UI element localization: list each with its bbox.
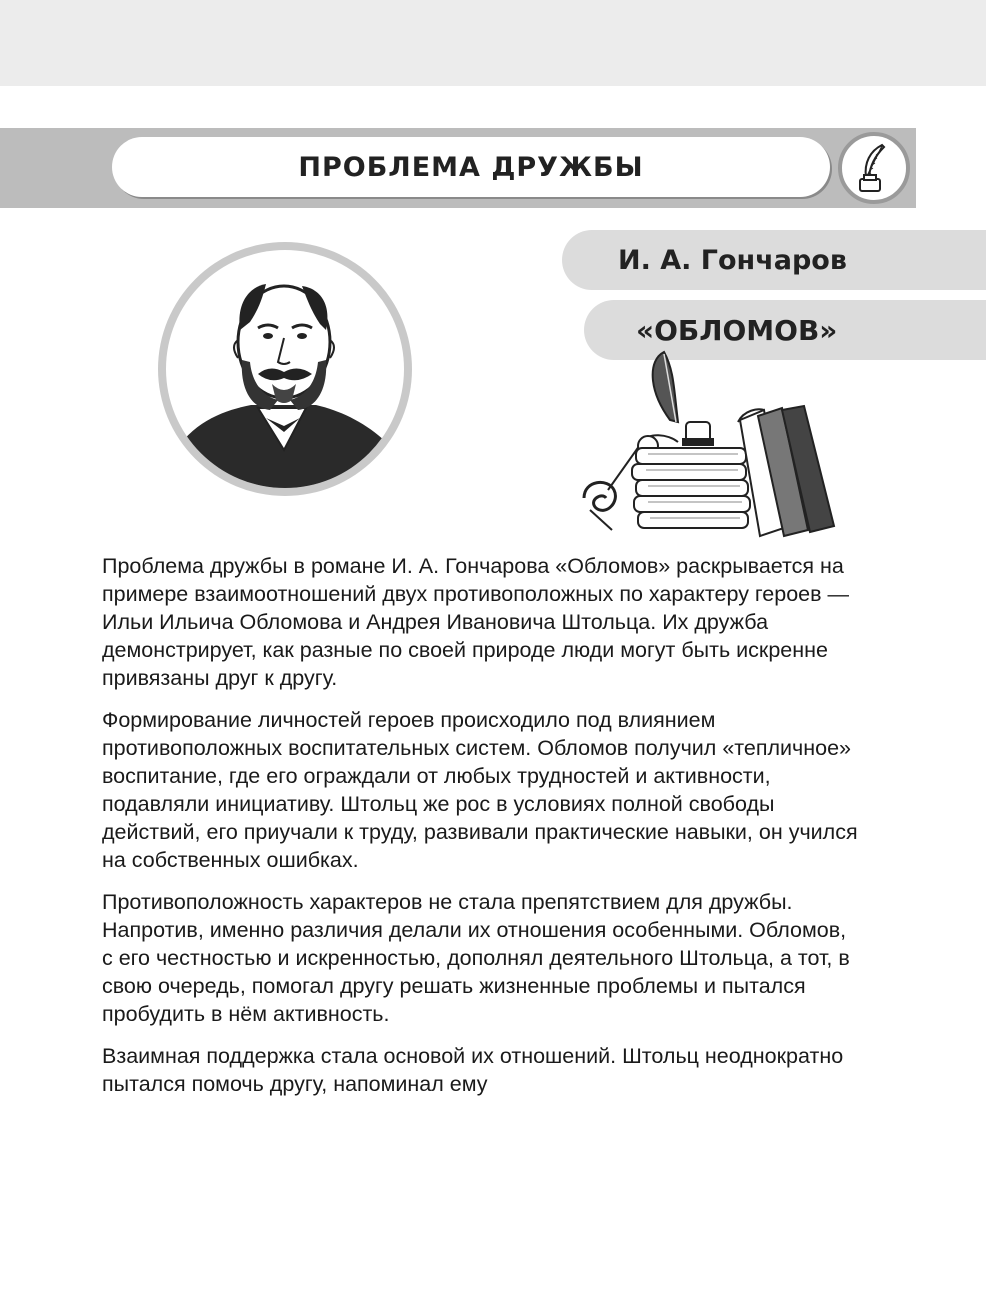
page-title: ПРОБЛЕМА ДРУЖБЫ (112, 137, 830, 197)
author-name-tab: И. А. Гончаров (562, 230, 986, 290)
books-quill-illustration (578, 350, 840, 538)
paragraph: Противоположность характеров не стала препятствием для дружбы. Напротив, именно различия делали их отношения особенными. Обломов, с его честностью и искренностью, дополнял деятельного Штольца, а тот, в свою очередь, помогал другу решать жизненные проблемы и пытался пробудить в нём активность. (102, 890, 850, 1026)
paragraph: Взаимная поддержка стала основой их отношений. Штольц неоднократно пытался помочь другу, напоминал ему (102, 1044, 844, 1096)
author-portrait (158, 242, 412, 496)
paragraph: Формирование личностей героев происходило под влиянием противоположных воспитательных систем. Обломов получил «тепличное» воспитание, где его ограждали от любых трудностей и активности, подавляли инициативу. Штольц же рос в условиях полной свободы действий, его приучали к труду, развивали практические навыки, он учился на собственных ошибках. (102, 708, 858, 872)
paragraph: Проблема дружбы в романе И. А. Гончарова «Обломов» раскрывается на примере взаимоотношений двух противоположных по характеру героев — Ильи Ильича Обломова и Андрея Ивановича Штольца. Их дружба демонстрирует, как разные по своей природе люди могут быть искренне привязаны друг к другу. (102, 554, 850, 690)
top-margin-band (0, 0, 986, 86)
article-body (102, 552, 862, 1112)
quill-inkwell-icon (838, 132, 910, 204)
work-title-tab: «ОБЛОМОВ» (584, 300, 986, 360)
